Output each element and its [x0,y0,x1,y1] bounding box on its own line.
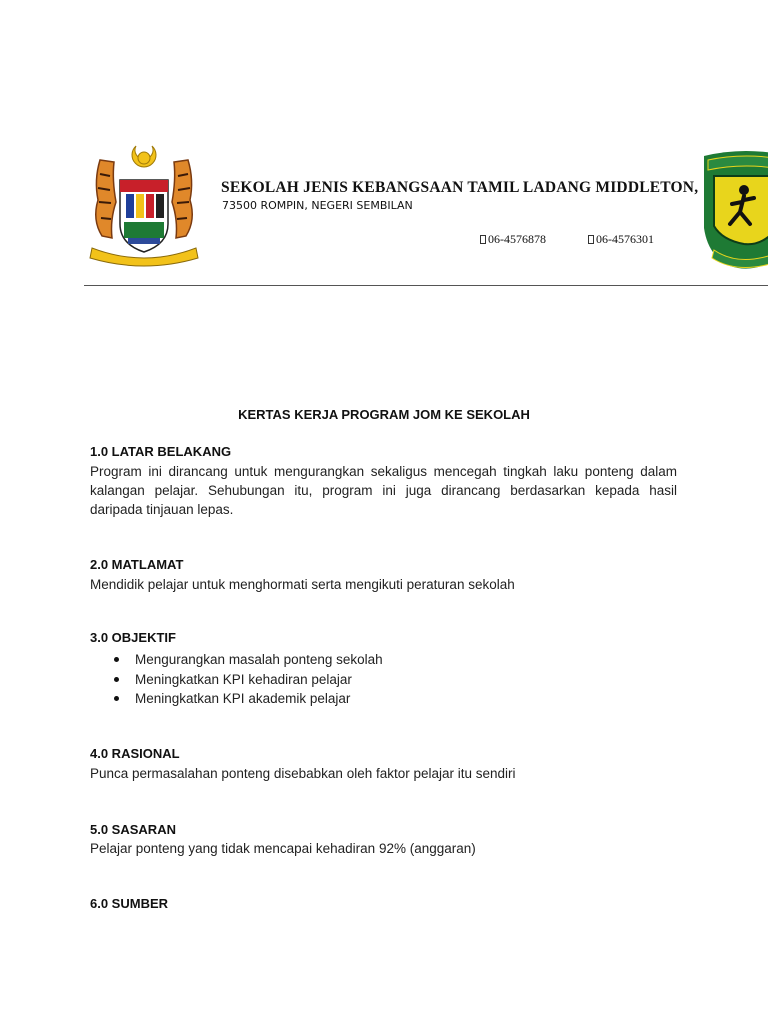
coat-of-arms-icon [86,140,202,272]
section-body-rasional: Punca permasalahan ponteng disebabkan oleh faktor pelajar itu sendiri [90,766,516,781]
section-heading-matlamat: 2.0 MATLAMAT [90,557,184,572]
list-item [114,670,383,690]
list-item-text: Mengurangkan masalah ponteng sekolah [135,652,383,667]
document-title: KERTAS KERJA PROGRAM JOM KE SEKOLAH [238,407,530,422]
section-heading-latar-belakang: 1.0 LATAR BELAKANG [90,444,232,459]
bullet-icon [114,677,119,682]
section-heading-sumber: 6.0 SUMBER [90,896,169,911]
paragraph-line: daripada tinjauan lepas. [90,502,234,517]
school-address: 73500 ROMPIN, NEGERI SEMBILAN [222,199,413,212]
objective-list [114,650,383,709]
section-heading-objektif: 3.0 OBJEKTIF [90,630,176,645]
list-item [114,689,383,709]
section-body-latar-belakang [90,462,677,519]
header-divider [84,285,768,286]
section-heading-sasaran: 5.0 SASARAN [90,822,176,837]
section-body-matlamat: Mendidik pelajar untuk menghormati serta mengikuti peraturan sekolah [90,577,515,592]
section-body-sasaran: Pelajar ponteng yang tidak mencapai kehadiran 92% (anggaran) [90,841,476,856]
list-item [114,650,383,670]
school-name: SEKOLAH JENIS KEBANGSAAN TAMIL LADANG MIDDLETON, [221,179,699,196]
phone-number-2-text: 06-4576301 [596,232,654,246]
school-crest-icon [700,148,768,276]
paragraph-line: kalangan pelajar. Sehubungan itu, program ini juga dirancang berdasarkan kepada hasil [90,483,677,498]
phone-number-1 [480,232,546,247]
fax-icon [588,235,594,244]
phone-number-2 [588,232,654,247]
phone-icon [480,235,486,244]
list-item-text: Meningkatkan KPI kehadiran pelajar [135,671,352,687]
paragraph-line: Program ini dirancang untuk mengurangkan sekaligus mencegah tingkah laku ponteng dalam [90,464,677,479]
phone-number-1-text: 06-4576878 [488,232,546,246]
list-item-text: Meningkatkan KPI akademik pelajar [135,691,351,706]
bullet-icon [114,696,119,701]
section-heading-rasional: 4.0 RASIONAL [90,746,180,761]
bullet-icon [114,657,119,662]
